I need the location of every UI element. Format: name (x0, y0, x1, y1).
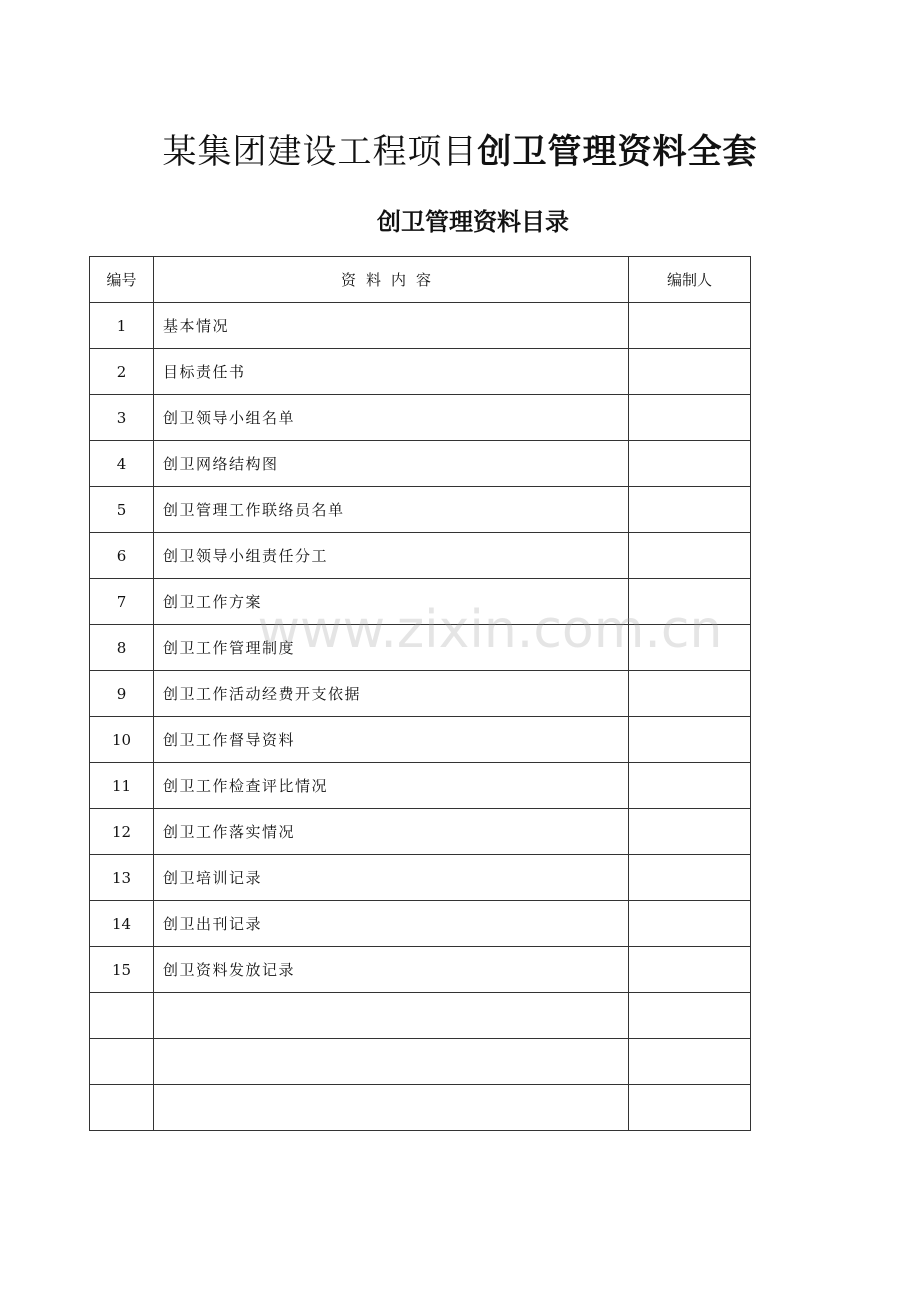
row-number (90, 993, 154, 1039)
table-row (90, 349, 751, 395)
row-number: 13 (90, 855, 154, 901)
row-editor (629, 303, 751, 349)
row-editor (629, 395, 751, 441)
row-content: 创卫领导小组责任分工 (154, 533, 629, 579)
table-row (90, 901, 751, 947)
row-editor (629, 993, 751, 1039)
row-editor (629, 671, 751, 717)
header-content: 资料内容 (154, 257, 629, 303)
row-content: 目标责任书 (154, 349, 629, 395)
table-row (90, 763, 751, 809)
row-content: 创卫工作方案 (154, 579, 629, 625)
row-content: 创卫出刊记录 (154, 901, 629, 947)
table-row (90, 625, 751, 671)
row-content: 基本情况 (154, 303, 629, 349)
row-editor (629, 855, 751, 901)
table-row (90, 1085, 751, 1131)
row-number: 9 (90, 671, 154, 717)
row-number (90, 1039, 154, 1085)
table-row (90, 671, 751, 717)
row-content: 创卫网络结构图 (154, 441, 629, 487)
row-content: 创卫工作督导资料 (154, 717, 629, 763)
table-row (90, 1039, 751, 1085)
row-editor (629, 1039, 751, 1085)
table-row (90, 395, 751, 441)
row-content (154, 993, 629, 1039)
row-number: 2 (90, 349, 154, 395)
table-row (90, 579, 751, 625)
row-content: 创卫培训记录 (154, 855, 629, 901)
row-number: 8 (90, 625, 154, 671)
row-number: 5 (90, 487, 154, 533)
row-editor (629, 487, 751, 533)
row-editor (629, 349, 751, 395)
row-number: 1 (90, 303, 154, 349)
table-row (90, 993, 751, 1039)
table-body (90, 303, 751, 1131)
row-editor (629, 533, 751, 579)
table-row (90, 809, 751, 855)
row-editor (629, 625, 751, 671)
row-editor (629, 947, 751, 993)
title-bold-part: 创卫管理资料全套 (477, 132, 758, 172)
row-number: 3 (90, 395, 154, 441)
row-editor (629, 441, 751, 487)
row-number: 6 (90, 533, 154, 579)
table-header-row (90, 257, 751, 303)
table-row (90, 533, 751, 579)
row-content: 创卫工作落实情况 (154, 809, 629, 855)
table-row (90, 441, 751, 487)
row-number: 12 (90, 809, 154, 855)
row-editor (629, 579, 751, 625)
row-content: 创卫工作检查评比情况 (154, 763, 629, 809)
row-editor (629, 763, 751, 809)
table-row (90, 717, 751, 763)
row-number: 11 (90, 763, 154, 809)
row-content: 创卫资料发放记录 (154, 947, 629, 993)
row-content: 创卫管理工作联络员名单 (154, 487, 629, 533)
table-row (90, 947, 751, 993)
row-content: 创卫工作活动经费开支依据 (154, 671, 629, 717)
header-number: 编号 (90, 257, 154, 303)
document-title (0, 126, 920, 178)
contents-table (89, 256, 751, 1131)
row-number: 14 (90, 901, 154, 947)
row-editor (629, 1085, 751, 1131)
document-subtitle: 创卫管理资料目录 (377, 208, 569, 236)
table-row (90, 303, 751, 349)
row-editor (629, 717, 751, 763)
table-row (90, 487, 751, 533)
row-number (90, 1085, 154, 1131)
row-number: 4 (90, 441, 154, 487)
row-content: 创卫领导小组名单 (154, 395, 629, 441)
row-editor (629, 809, 751, 855)
row-number: 10 (90, 717, 154, 763)
title-regular-part: 某集团建设工程项目 (162, 132, 478, 172)
watermark: www.zixin.com.cn (257, 600, 723, 660)
row-content (154, 1085, 629, 1131)
table-row (90, 855, 751, 901)
row-content: 创卫工作管理制度 (154, 625, 629, 671)
row-number: 7 (90, 579, 154, 625)
row-editor (629, 901, 751, 947)
row-content (154, 1039, 629, 1085)
header-editor: 编制人 (629, 257, 751, 303)
row-number: 15 (90, 947, 154, 993)
